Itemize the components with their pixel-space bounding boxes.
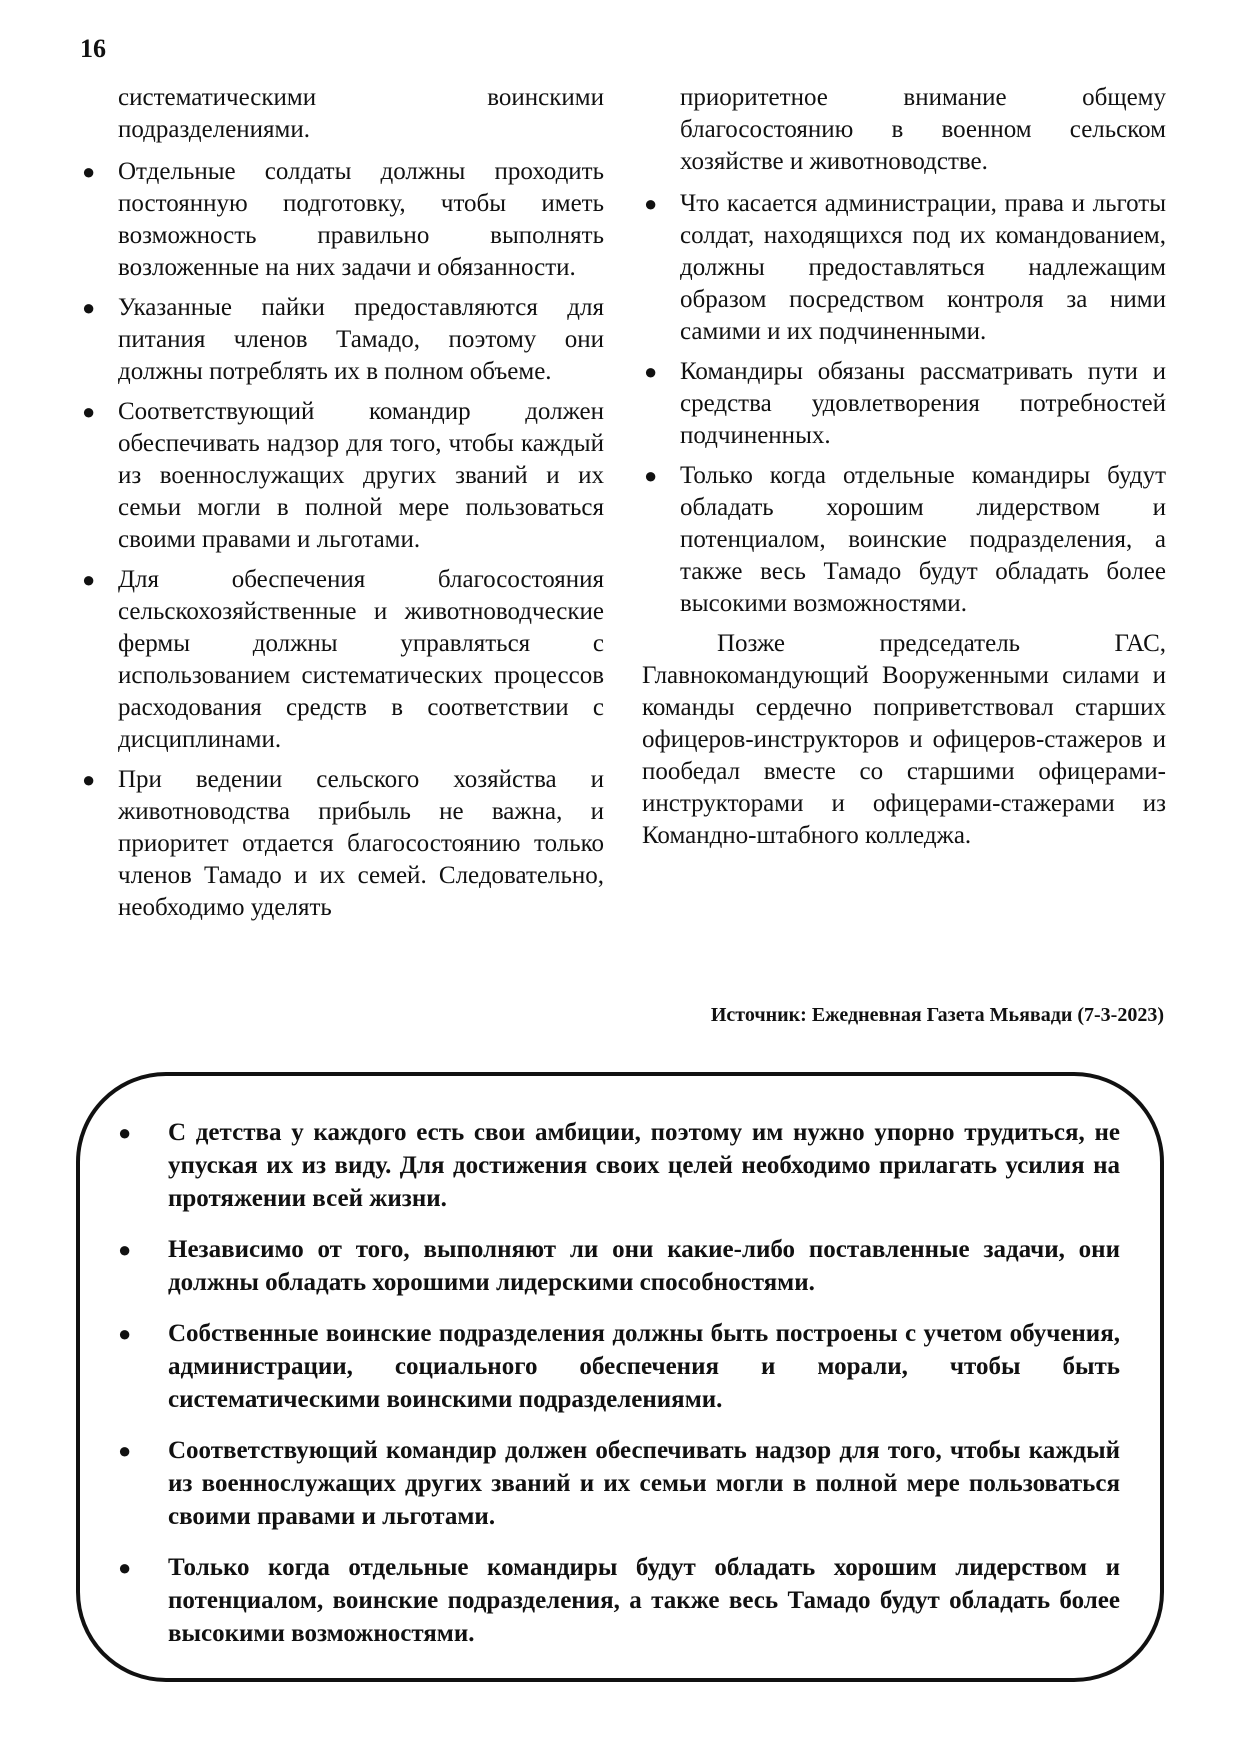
list-item-text: Указанные пайки предоставляются для питания членов Тамадо, поэтому они должны потреблять их в полном объеме.: [118, 294, 604, 385]
list-item-text: С детства у каждого есть свои амбиции, поэтому им нужно упорно трудиться, не упуская их из виду. Для достижения своих целей необходимо прилагать усилия на протяжении всей жизни.: [168, 1119, 1120, 1212]
list-item: [108, 1116, 1120, 1215]
list-item: [108, 1434, 1120, 1533]
list-item: [642, 356, 1166, 452]
source-citation: Источник: Ежедневная Газета Мьявади (7-3-2023): [710, 1004, 1164, 1026]
bullet-icon: ●: [644, 191, 658, 216]
list-item: [80, 156, 604, 284]
list-item-text: Что касается администрации, права и льготы солдат, находящихся под их командованием, должны предоставляться надлежащим образом посредством контроля за ними самими и их подчиненными.: [680, 190, 1166, 345]
left-continuation-text: систематическими воинскими подразделениями.: [118, 84, 604, 143]
list-item-text: Только когда отдельные командиры будут обладать хорошим лидерством и потенциалом, воинские подразделения, а также весь Тамадо будут обладать более высокими возможностями.: [680, 462, 1166, 617]
left-bullet-list: [80, 156, 604, 924]
bullet-icon: ●: [118, 1321, 132, 1346]
bullet-icon: ●: [82, 295, 96, 320]
right-bullet-list: [642, 188, 1166, 620]
list-item-text: При ведении сельского хозяйства и животноводства прибыль не важна, и приоритет отдается благосостоянию только членов Тамадо и их семей. Следовательно, необходимо уделять: [118, 766, 604, 921]
bullet-icon: ●: [118, 1237, 132, 1262]
bullet-icon: ●: [644, 463, 658, 488]
list-item: [108, 1233, 1120, 1299]
page-number: 16: [80, 34, 106, 63]
list-item: [642, 188, 1166, 348]
list-item: [80, 764, 604, 924]
list-item-text: Отдельные солдаты должны проходить постоянную подготовку, чтобы иметь возможность правильно выполнять возложенные на них задачи и обязанности.: [118, 158, 604, 281]
list-item: [108, 1551, 1120, 1650]
list-item-text: Независимо от того, выполняют ли они какие-либо поставленные задачи, они должны обладать хорошими лидерскими способностями.: [168, 1236, 1120, 1296]
list-item: [80, 292, 604, 388]
bullet-icon: ●: [118, 1120, 132, 1145]
bullet-icon: ●: [118, 1438, 132, 1463]
list-item: [80, 564, 604, 756]
body-paragraph: Позже председатель ГАС, Главнокомандующий Вооруженными силами и команды сердечно поприветствовал старших офицеров-инструкторов и офицеров-стажеров и пообедал вместе со старшими офицерами-инструкторами и офицерами-стажерами из Командно-штабного колледжа.: [642, 630, 1166, 849]
list-item-text: Командиры обязаны рассматривать пути и средства удовлетворения потребностей подчиненных.: [680, 358, 1166, 449]
list-item-text: Собственные воинские подразделения должны быть построены с учетом обучения, администрации, социального обеспечения и морали, чтобы быть систематическими воинскими подразделениями.: [168, 1320, 1120, 1413]
summary-box: [76, 1072, 1164, 1682]
list-item: [80, 396, 604, 556]
bullet-icon: ●: [644, 359, 658, 384]
right-column: [642, 82, 1166, 852]
bullet-icon: ●: [82, 567, 96, 592]
bullet-icon: ●: [82, 159, 96, 184]
bullet-icon: ●: [82, 399, 96, 424]
list-item-text: Только когда отдельные командиры будут обладать хорошим лидерством и потенциалом, воинские подразделения, а также весь Тамадо будут обладать более высокими возможностями.: [168, 1554, 1120, 1647]
list-item-text: Соответствующий командир должен обеспечивать надзор для того, чтобы каждый из военнослужащих других званий и их семьи могли в полной мере пользоваться своими правами и льготами.: [168, 1437, 1120, 1530]
bullet-icon: ●: [118, 1555, 132, 1580]
list-item-text: Соответствующий командир должен обеспечивать надзор для того, чтобы каждый из военнослужащих других званий и их семьи могли в полной мере пользоваться своими правами и льготами.: [118, 398, 604, 553]
list-item-text: Для обеспечения благосостояния сельскохозяйственные и животноводческие фермы должны управляться с использованием систематических процессов расходования средств в соответствии с дисциплинами.: [118, 566, 604, 753]
list-item: [108, 1317, 1120, 1416]
list-item: [642, 460, 1166, 620]
right-continuation-text: приоритетное внимание общему благосостоянию в военном сельском хозяйстве и животноводстве.: [680, 84, 1166, 175]
left-column: [80, 82, 604, 932]
summary-bullet-list: [108, 1116, 1120, 1650]
bullet-icon: ●: [82, 767, 96, 792]
